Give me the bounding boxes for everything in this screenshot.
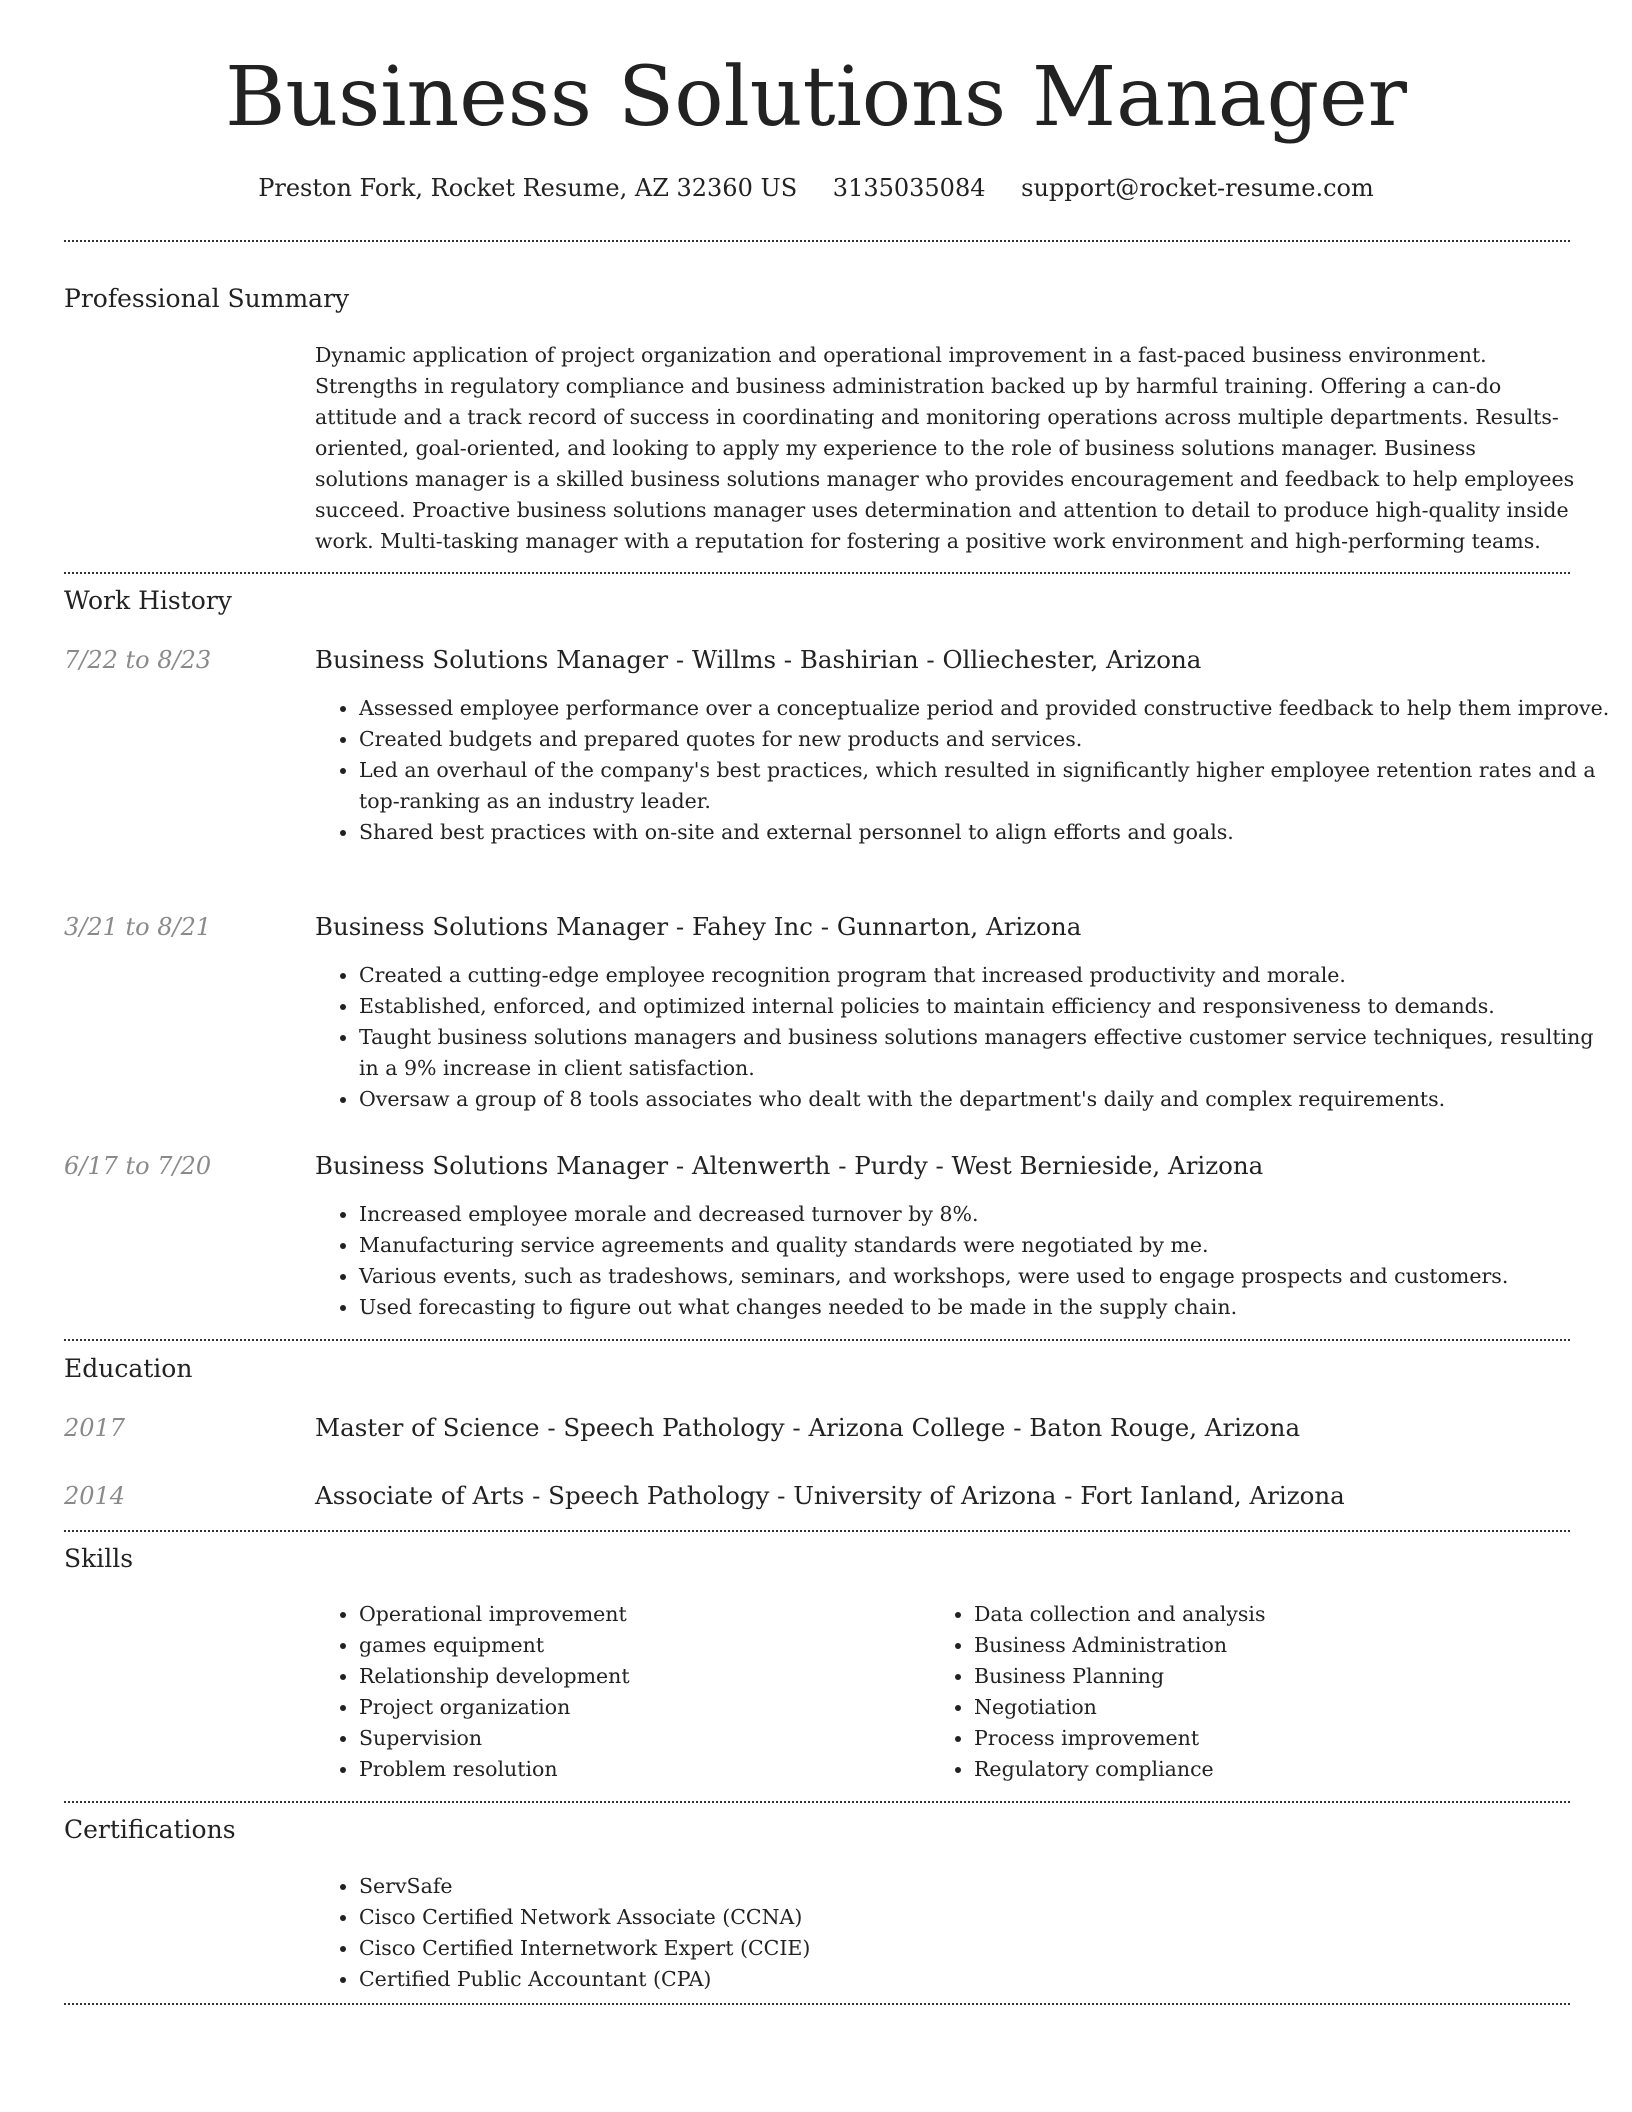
skills-list-left <box>315 1599 929 1785</box>
job-dates: 7/22 to 8/23 <box>64 646 212 674</box>
education-degree: Master of Science - Speech Pathology - Arizona College - Baton Rouge, Arizona <box>315 1413 1301 1442</box>
certification-item: • ServSafe <box>359 1871 1614 1902</box>
job-bullets <box>315 1199 1614 1323</box>
list-item: • Assessed employee performance over a conceptualize period and provided constructive feedback to help them improve. <box>359 693 1614 724</box>
education-year: 2014 <box>64 1482 126 1510</box>
list-item: • Increased employee morale and decreased turnover by 8%. <box>359 1199 1614 1230</box>
certification-item: • Cisco Certified Internetwork Expert (CCIE) <box>359 1933 1614 1964</box>
list-item: • Led an overhaul of the company's best practices, which resulted in significantly higher employee retention rates and a top-ranking as an industry leader. <box>359 755 1614 817</box>
job-dates: 6/17 to 7/20 <box>64 1152 212 1180</box>
job-bullets <box>315 960 1614 1115</box>
divider <box>64 1339 1570 1341</box>
list-item: • Oversaw a group of 8 tools associates who dealt with the department's daily and complex requirements. <box>359 1084 1614 1115</box>
divider <box>64 572 1570 574</box>
job-bullets <box>315 693 1614 848</box>
contact-address: Preston Fork, Rocket Resume, AZ 32360 US <box>258 174 798 202</box>
skill-item: • Operational improvement <box>359 1599 929 1630</box>
education-year: 2017 <box>64 1414 126 1442</box>
contact-line <box>0 170 1632 206</box>
certification-item: • Cisco Certified Network Associate (CCNA) <box>359 1902 1614 1933</box>
list-item: • Created budgets and prepared quotes for new products and services. <box>359 724 1614 755</box>
divider <box>64 2003 1570 2005</box>
list-item: • Used forecasting to figure out what changes needed to be made in the supply chain. <box>359 1292 1614 1323</box>
contact-email: support@rocket-resume.com <box>1021 174 1374 202</box>
skill-item: • Relationship development <box>359 1661 929 1692</box>
divider <box>64 1801 1570 1803</box>
candidate-name: Business Solutions Manager <box>225 50 1407 145</box>
list-item: • Various events, such as tradeshows, seminars, and workshops, were used to engage prospects and customers. <box>359 1261 1614 1292</box>
summary-text: Dynamic application of project organization and operational improvement in a fast-paced business environment. Strengths in regulatory compliance and business administration backed up by harmful training. Offering a can-do attitude and a track record of success in coordinating and monitoring operations across multiple departments. Results-oriented, goal-oriented, and looking to apply my experience to the role of business solutions manager. Business solutions manager is a skilled business solutions manager who provides encouragement and feedback to help employees succeed. Proactive business solutions manager uses determination and attention to detail to produce high-quality inside work. Multi-tasking manager with a reputation for fostering a positive work environment and high-performing teams. <box>315 343 1575 553</box>
certifications-list <box>315 1871 1614 1995</box>
section-title-certifications: Certifications <box>64 1815 236 1844</box>
skill-item: • Regulatory compliance <box>974 1754 1574 1785</box>
list-item: • Shared best practices with on-site and external personnel to align efforts and goals. <box>359 817 1614 848</box>
skill-item: • Process improvement <box>974 1723 1574 1754</box>
skill-item: • Business Administration <box>974 1630 1574 1661</box>
divider <box>64 240 1570 242</box>
skill-item: • Data collection and analysis <box>974 1599 1574 1630</box>
job-heading: Business Solutions Manager - Altenwerth - Purdy - West Bernieside, Arizona <box>315 1151 1264 1180</box>
job-heading: Business Solutions Manager - Fahey Inc - Gunnarton, Arizona <box>315 912 1082 941</box>
list-item: • Taught business solutions managers and business solutions managers effective customer service techniques, resulting in a 9% increase in client satisfaction. <box>359 1022 1614 1084</box>
job-heading: Business Solutions Manager - Willms - Bashirian - Olliechester, Arizona <box>315 645 1202 674</box>
skill-item: • games equipment <box>359 1630 929 1661</box>
job-dates: 3/21 to 8/21 <box>64 913 212 941</box>
skills-list-right <box>930 1599 1574 1785</box>
skill-item: • Supervision <box>359 1723 929 1754</box>
skill-item: • Problem resolution <box>359 1754 929 1785</box>
education-degree: Associate of Arts - Speech Pathology - University of Arizona - Fort Ianland, Arizona <box>315 1481 1345 1510</box>
divider <box>64 1530 1570 1532</box>
list-item: • Manufacturing service agreements and quality standards were negotiated by me. <box>359 1230 1614 1261</box>
list-item: • Established, enforced, and optimized internal policies to maintain efficiency and responsiveness to demands. <box>359 991 1614 1022</box>
skill-item: • Business Planning <box>974 1661 1574 1692</box>
list-item: • Created a cutting-edge employee recognition program that increased productivity and morale. <box>359 960 1614 991</box>
section-title-skills: Skills <box>64 1544 134 1573</box>
contact-phone: 3135035084 <box>832 174 986 202</box>
section-title-summary: Professional Summary <box>64 284 350 313</box>
section-title-work-history: Work History <box>64 586 232 615</box>
certification-item: • Certified Public Accountant (CPA) <box>359 1964 1614 1995</box>
section-title-education: Education <box>64 1354 193 1383</box>
skill-item: • Project organization <box>359 1692 929 1723</box>
skill-item: • Negotiation <box>974 1692 1574 1723</box>
